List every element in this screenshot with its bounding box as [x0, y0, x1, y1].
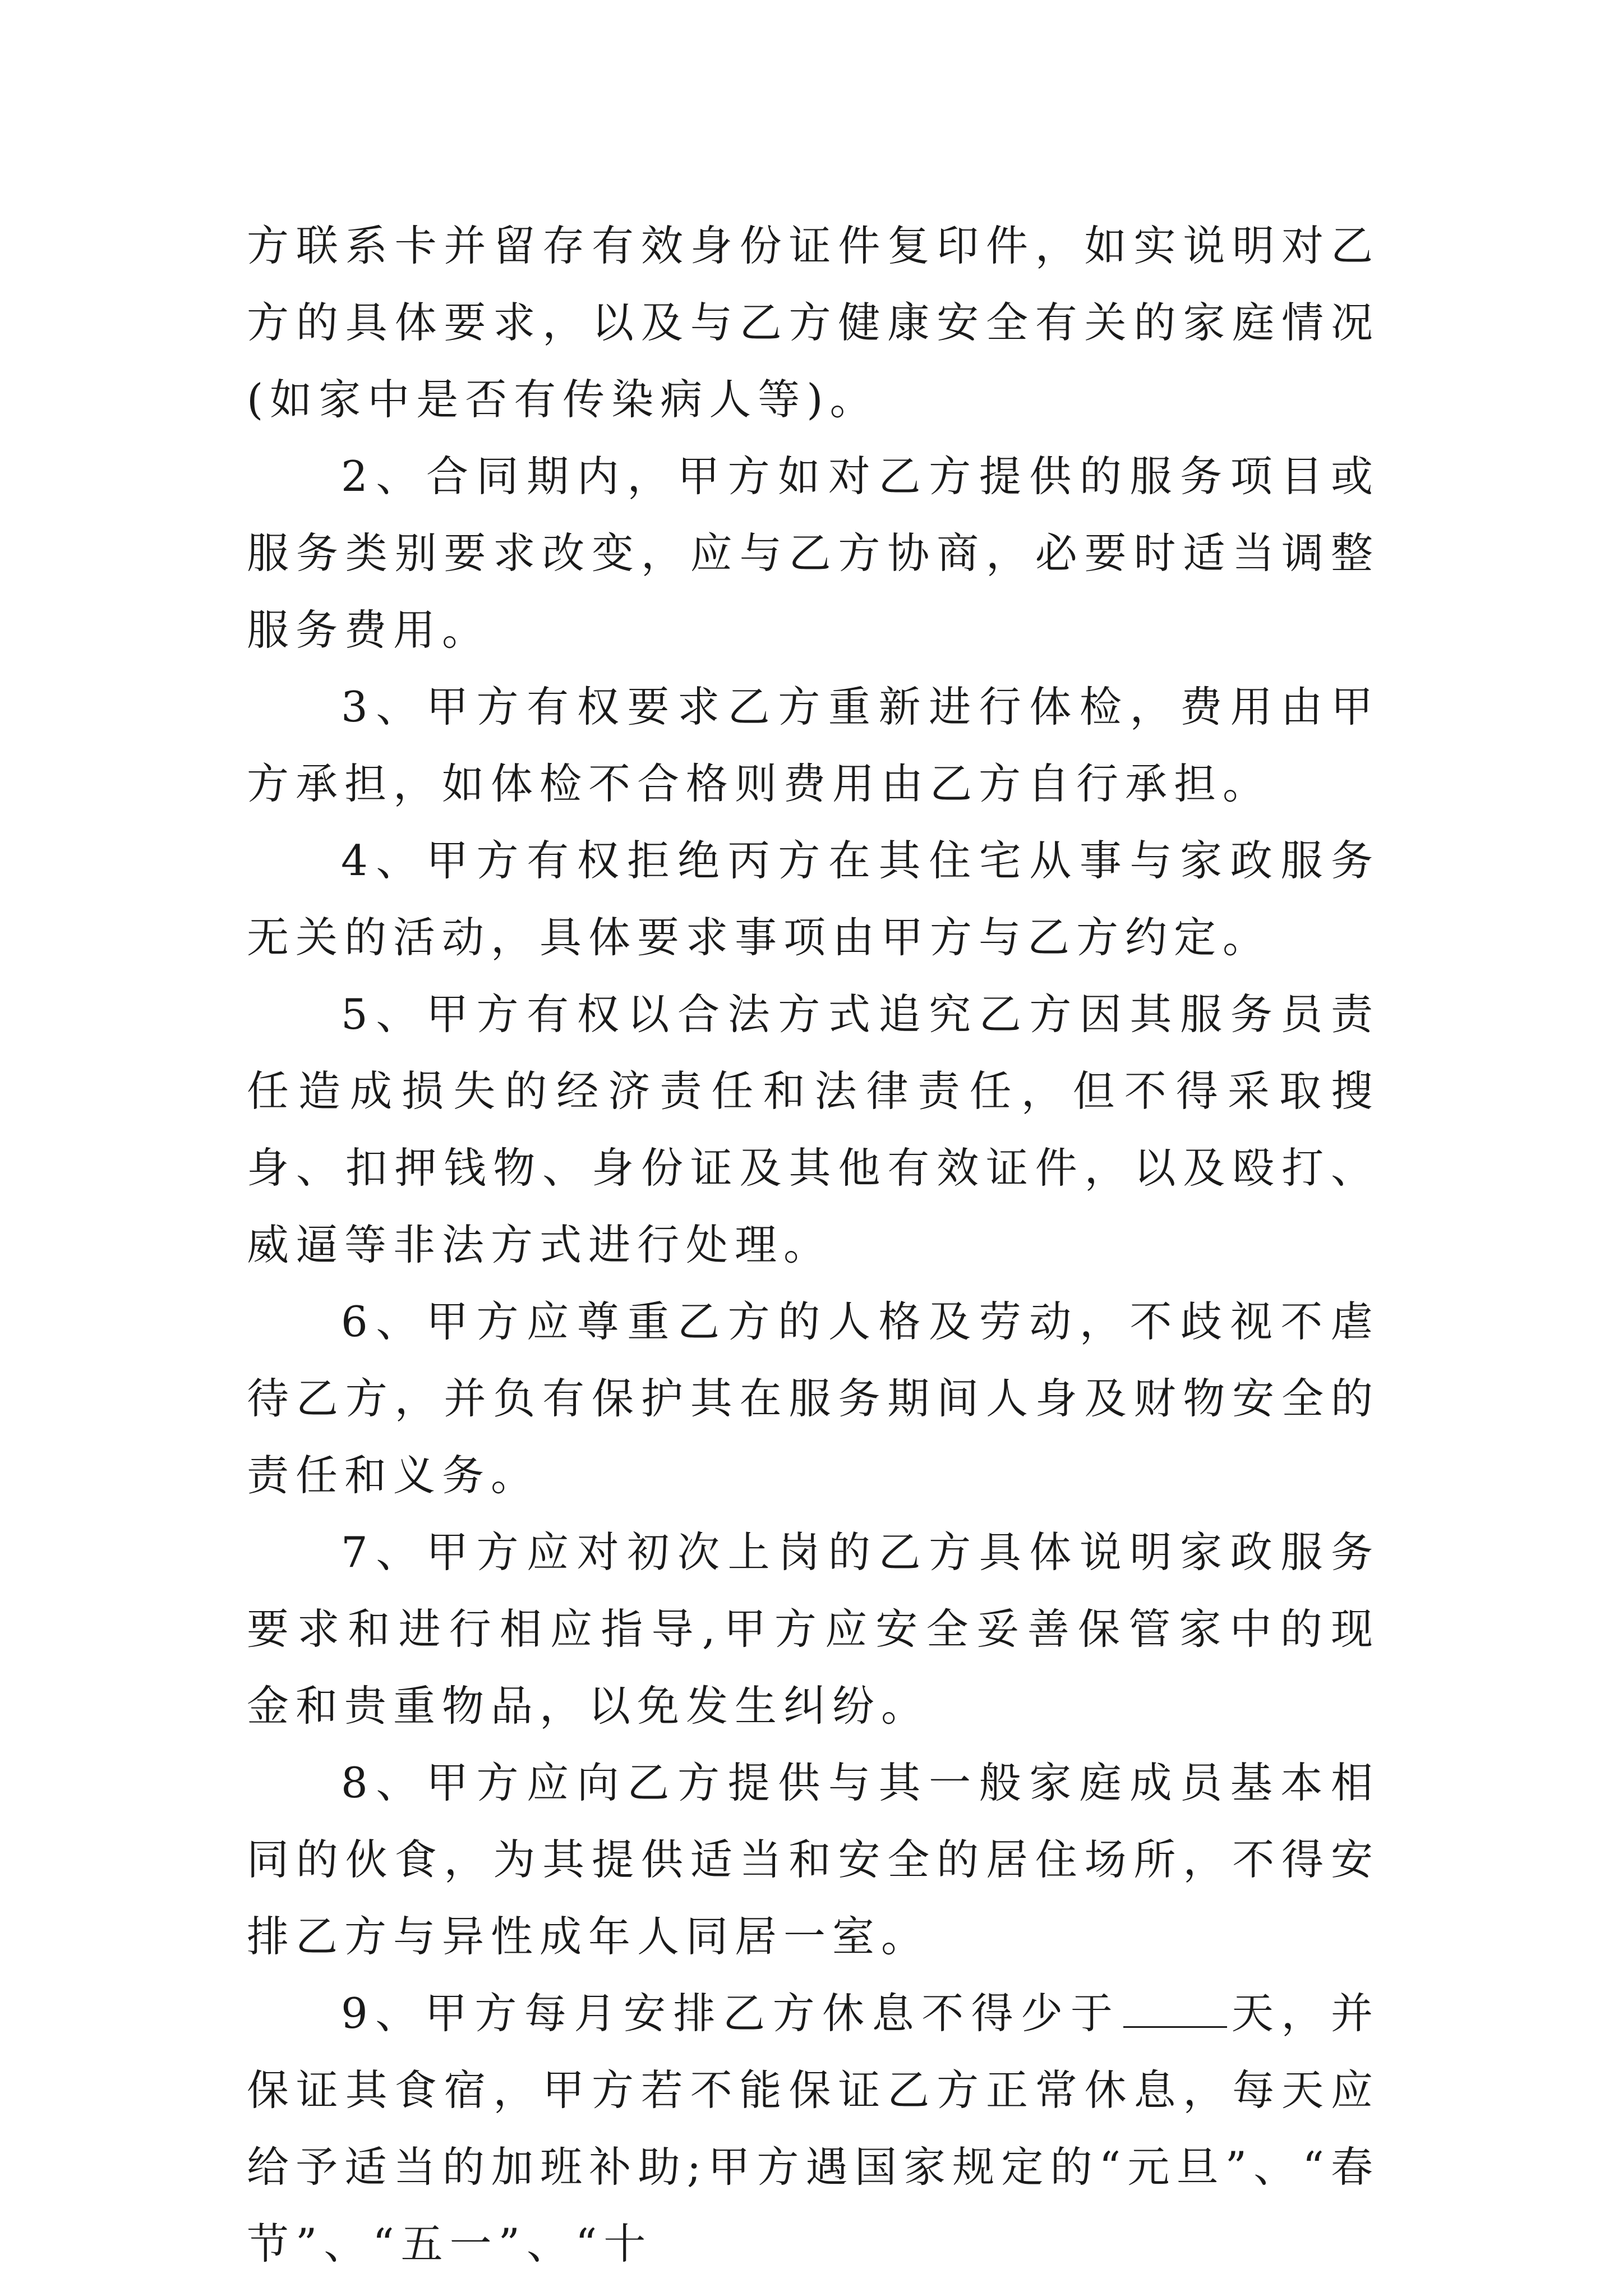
paragraph-item-2: 2、合同期内，甲方如对乙方提供的服务项目或服务类别要求改变，应与乙方协商，必要时适当调整服务费用。 — [247, 452, 1380, 655]
document-body — [247, 208, 1380, 2283]
paragraph-item-7: 7、甲方应对初次上岗的乙方具体说明家政服务要求和进行相应指导,甲方应安全妥善保管家中的现金和贵重物品，以免发生纠纷。 — [247, 1527, 1380, 1731]
paragraph-item-5: 5、甲方有权以合法方式追究乙方因其服务员责任造成损失的经济责任和法律责任，但不得采取搜身、扣押钱物、身份证及其他有效证件，以及殴打、威逼等非法方式进行处理。 — [247, 990, 1380, 1269]
fill-in-blank — [1123, 1993, 1227, 2028]
paragraph-continuation: 方联系卡并留存有效身份证件复印件，如实说明对乙方的具体要求，以及与乙方健康安全有关的家庭情况(如家中是否有传染病人等)。 — [247, 221, 1380, 424]
paragraph-item-3: 3、甲方有权要求乙方重新进行体检，费用由甲方承担，如体检不合格则费用由乙方自行承担。 — [247, 682, 1380, 808]
paragraph-item-9 — [247, 1975, 1380, 2283]
paragraph-item-4: 4、甲方有权拒绝丙方在其住宅从事与家政服务无关的活动，具体要求事项由甲方与乙方约定。 — [247, 836, 1380, 962]
paragraph-item-9-after-blank: 天，并保证其食宿，甲方若不能保证乙方正常休息，每天应给予适当的加班补助;甲方遇国家规定的“元旦”、“春节”、“五一”、“十 — [247, 1989, 1380, 2269]
paragraph-item-6: 6、甲方应尊重乙方的人格及劳动，不歧视不虐待乙方，并负有保护其在服务期间人身及财物安全的责任和义务。 — [247, 1297, 1380, 1500]
paragraph-item-8: 8、甲方应向乙方提供与其一般家庭成员基本相同的伙食，为其提供适当和安全的居住场所，不得安排乙方与异性成年人同居一室。 — [247, 1758, 1380, 1961]
paragraph-item-9-before-blank: 9、甲方每月安排乙方休息不得少于 — [341, 1989, 1121, 2038]
